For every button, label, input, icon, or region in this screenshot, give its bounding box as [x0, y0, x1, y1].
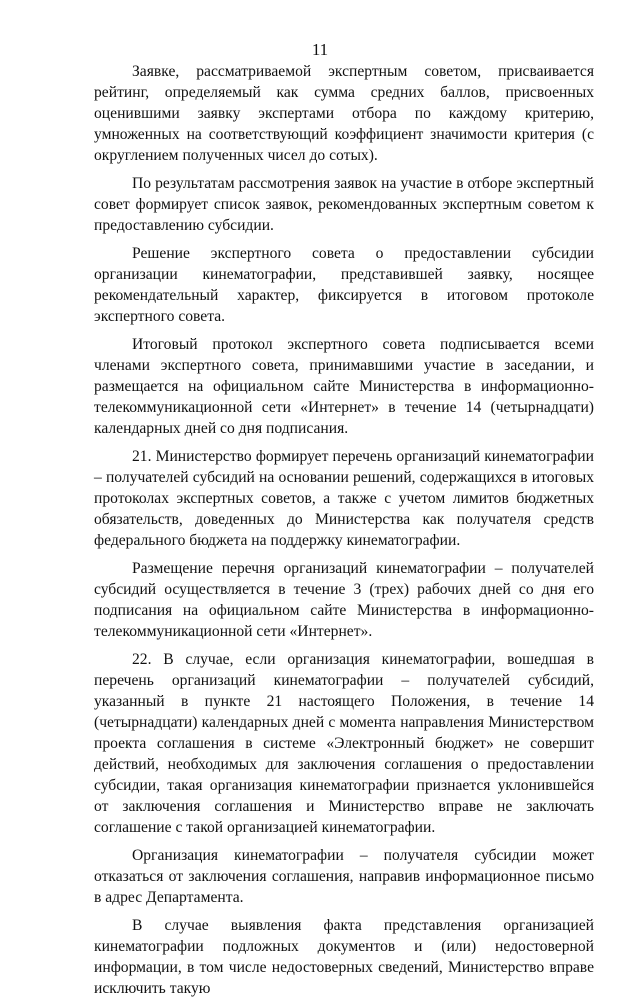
paragraph-rating: Заявке, рассматриваемой экспертным советом, присваивается рейтинг, определяемый как сумма средних баллов, присвоенных оценившими заявку экспертами отбора по каждому критерию, умноженных на соответствующий коэффициент значимости критерия (с округлением полученных чисел до сотых). [94, 63, 594, 164]
document-body [94, 61, 594, 1006]
paragraph-refusal: Организация кинематографии – получателя субсидии может отказаться от заключения соглашения, направив информационное письмо в адрес Департамента. [94, 847, 594, 906]
paragraph-clause-21: 21. Министерство формирует перечень организаций кинематографии – получателей субсидий на основании решений, содержащихся в итоговых протоколах экспертных советов, а также с учетом лимитов бюджетных обязательств, доведенных до Министерства как получателя средств федерального бюджета на поддержку кинематографии. [94, 448, 594, 549]
page-number: 11 [311, 40, 329, 59]
paragraph-decision: Решение экспертного совета о предоставлении субсидии организации кинематографии, представившей заявку, носящее рекомендательный характер, фиксируется в итоговом протоколе экспертного совета. [94, 245, 594, 325]
paragraph-list-formation: По результатам рассмотрения заявок на участие в отборе экспертный совет формирует список заявок, рекомендованных экспертным советом к предоставлению субсидии. [94, 175, 594, 234]
paragraph-list-publication: Размещение перечня организаций кинематографии – получателей субсидий осуществляется в течение 3 (трех) рабочих дней со дня его подписания на официальном сайте Министерства в информационно-телекоммуникационной сети «Интернет». [94, 560, 594, 640]
paragraph-false-info: В случае выявления факта представления организацией кинематографии подложных документов и (или) недостоверной информации, в том числе недостоверных сведений, Министерство вправе исключить такую [94, 917, 594, 997]
paragraph-protocol: Итоговый протокол экспертного совета подписывается всеми членами экспертного совета, принимавшими участие в заседании, и размещается на официальном сайте Министерства в информационно-телекоммуникационной сети «Интернет» в течение 14 (четырнадцати) календарных дней со дня подписания. [94, 336, 594, 437]
paragraph-clause-22: 22. В случае, если организация кинематографии, вошедшая в перечень организаций кинематографии – получателей субсидий, указанный в пункте 21 настоящего Положения, в течение 14 (четырнадцати) календарных дней с момента направления Министерством проекта соглашения в системе «Электронный бюджет» не совершит действий, необходимых для заключения соглашения о предоставлении субсидии, такая организация кинематографии признается уклонившейся от заключения соглашения и Министерство вправе не заключать соглашение с такой организацией кинематографии. [94, 651, 594, 836]
